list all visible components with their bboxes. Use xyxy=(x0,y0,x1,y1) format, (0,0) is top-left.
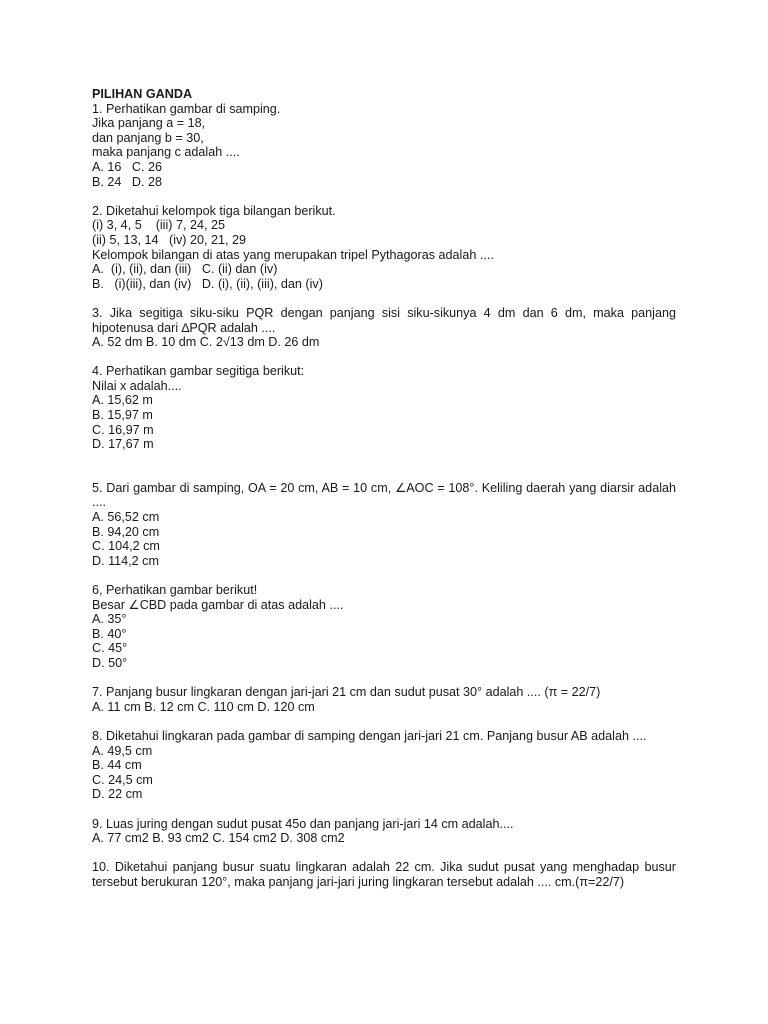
question-9-text: 9. Luas juring dengan sudut pusat 45o dan panjang jari-jari 14 cm adalah.... xyxy=(92,816,514,831)
question-6-option: C. 45° xyxy=(92,641,128,656)
question-3 xyxy=(92,306,676,350)
question-2-line: (i) 3, 4, 5 (iii) 7, 24, 25 xyxy=(92,218,225,233)
question-10 xyxy=(92,860,676,889)
question-5-option: A. 56,52 cm xyxy=(92,510,160,525)
question-2-line: Kelompok bilangan di atas yang merupakan tripel Pythagoras adalah .... xyxy=(92,247,494,262)
question-4-option: A. 15,62 m xyxy=(92,393,153,408)
question-8-option: A. 49,5 cm xyxy=(92,743,153,758)
question-9 xyxy=(92,817,676,846)
question-5-option: C. 104,2 cm xyxy=(92,539,160,554)
question-8-option: C. 24,5 cm xyxy=(92,772,153,787)
section-heading: PILIHAN GANDA xyxy=(92,87,193,101)
question-8-option: D. 22 cm xyxy=(92,787,143,802)
question-1-line: dan panjang b = 30, xyxy=(92,130,204,145)
question-4-option: C. 16,97 m xyxy=(92,422,154,437)
question-4-line: 4. Perhatikan gambar segitiga berikut: xyxy=(92,364,305,379)
question-7-text: 7. Panjang busur lingkaran dengan jari-jari 21 cm dan sudut pusat 30° adalah .... (π = 22/7) xyxy=(92,685,601,700)
question-6-line: Besar ∠CBD pada gambar di atas adalah .... xyxy=(92,597,344,612)
question-5-option: B. 94,20 cm xyxy=(92,524,160,539)
question-5-text: 5. Dari gambar di samping, OA = 20 cm, AB = 10 cm, ∠AOC = 108°. Keliling daerah yang diarsir adalah .... xyxy=(92,480,676,510)
question-8 xyxy=(92,729,676,802)
question-2-options: B. (i)(iii), dan (iv) D. (i), (ii), (iii), dan (iv) xyxy=(92,276,323,291)
question-6-option: B. 40° xyxy=(92,626,127,641)
question-8-option: B. 44 cm xyxy=(92,758,142,773)
document-page xyxy=(92,87,676,889)
question-8-text: 8. Diketahui lingkaran pada gambar di samping dengan jari-jari 21 cm. Panjang busur AB adalah .... xyxy=(92,728,647,743)
question-1-options: A. 16 C. 26 xyxy=(92,159,163,174)
question-1-line: Jika panjang a = 18, xyxy=(92,116,206,131)
question-5 xyxy=(92,481,676,569)
question-10-text: 10. Diketahui panjang busur suatu lingkaran adalah 22 cm. Jika sudut pusat yang menghadap busur tersebut berukuran 120°, maka panjang jari-jari juring lingkaran tersebut adalah .... cm.(π=22/7) xyxy=(92,860,676,889)
question-6-option: A. 35° xyxy=(92,612,127,627)
question-3-options: A. 52 dm B. 10 dm C. 2√13 dm D. 26 dm xyxy=(92,335,320,350)
question-9-options: A. 77 cm2 B. 93 cm2 C. 154 cm2 D. 308 cm2 xyxy=(92,831,345,846)
question-4-option: B. 15,97 m xyxy=(92,408,153,423)
question-4-line: Nilai x adalah.... xyxy=(92,378,182,393)
question-7-options: A. 11 cm B. 12 cm C. 110 cm D. 120 cm xyxy=(92,699,315,714)
question-4-option: D. 17,67 m xyxy=(92,437,154,452)
question-2-line: 2. Diketahui kelompok tiga bilangan berikut. xyxy=(92,203,336,218)
question-2-line: (ii) 5, 13, 14 (iv) 20, 21, 29 xyxy=(92,232,246,247)
question-2 xyxy=(92,204,676,292)
question-7 xyxy=(92,685,676,714)
question-5-option: D. 114,2 cm xyxy=(92,553,159,568)
question-3-text: 3. Jika segitiga siku-siku PQR dengan panjang sisi siku-sikunya 4 dm dan 6 dm, maka panjang hipotenusa dari ∆PQR adalah .... xyxy=(92,305,676,335)
question-1-line: 1. Perhatikan gambar di samping. xyxy=(92,101,281,116)
question-1-options: B. 24 D. 28 xyxy=(92,174,163,189)
question-4 xyxy=(92,364,676,452)
question-6-option: D. 50° xyxy=(92,655,128,670)
question-2-options: A. (i), (ii), dan (iii) C. (ii) dan (iv) xyxy=(92,262,278,277)
question-1 xyxy=(92,102,676,190)
question-6-line: 6, Perhatikan gambar berikut! xyxy=(92,583,258,597)
question-6 xyxy=(92,583,676,671)
question-1-line: maka panjang c adalah .... xyxy=(92,145,240,160)
